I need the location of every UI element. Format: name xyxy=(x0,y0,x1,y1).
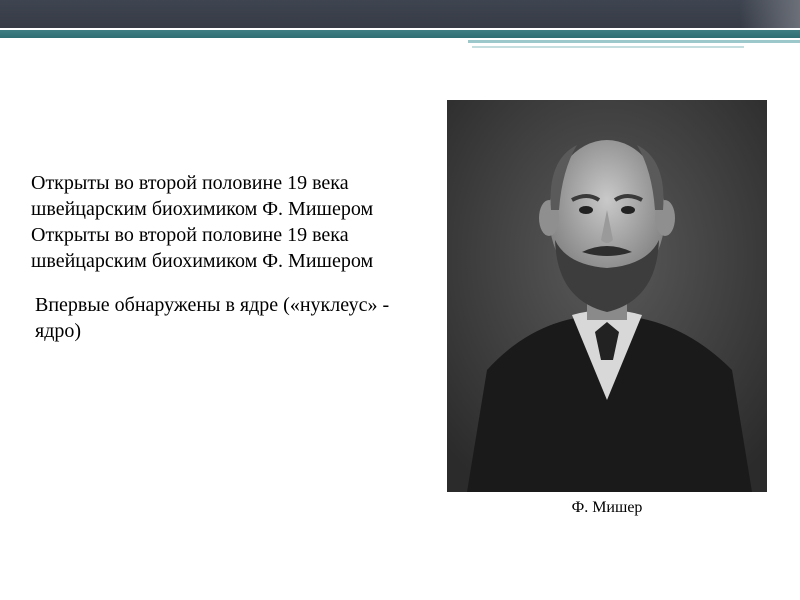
header-bar xyxy=(0,0,800,28)
portrait-image xyxy=(447,100,767,492)
body-text-block xyxy=(31,170,431,344)
portrait-caption: Ф. Мишер xyxy=(571,499,643,516)
header-teal-stripe xyxy=(0,30,800,38)
paragraph-discovery: Открыты во второй половине 19 века швейцарским биохимиком Ф. Мишером Открыты во второй половине 19 века швейцарским биохимиком Ф. Мишером xyxy=(31,172,374,272)
paragraph-nucleus: Впервые обнаружены в ядре («нуклеус» - ядро) xyxy=(35,294,390,342)
header-accent-line-thin xyxy=(472,46,744,48)
header-accent-line xyxy=(468,40,800,43)
header-bar-fade xyxy=(740,0,800,28)
